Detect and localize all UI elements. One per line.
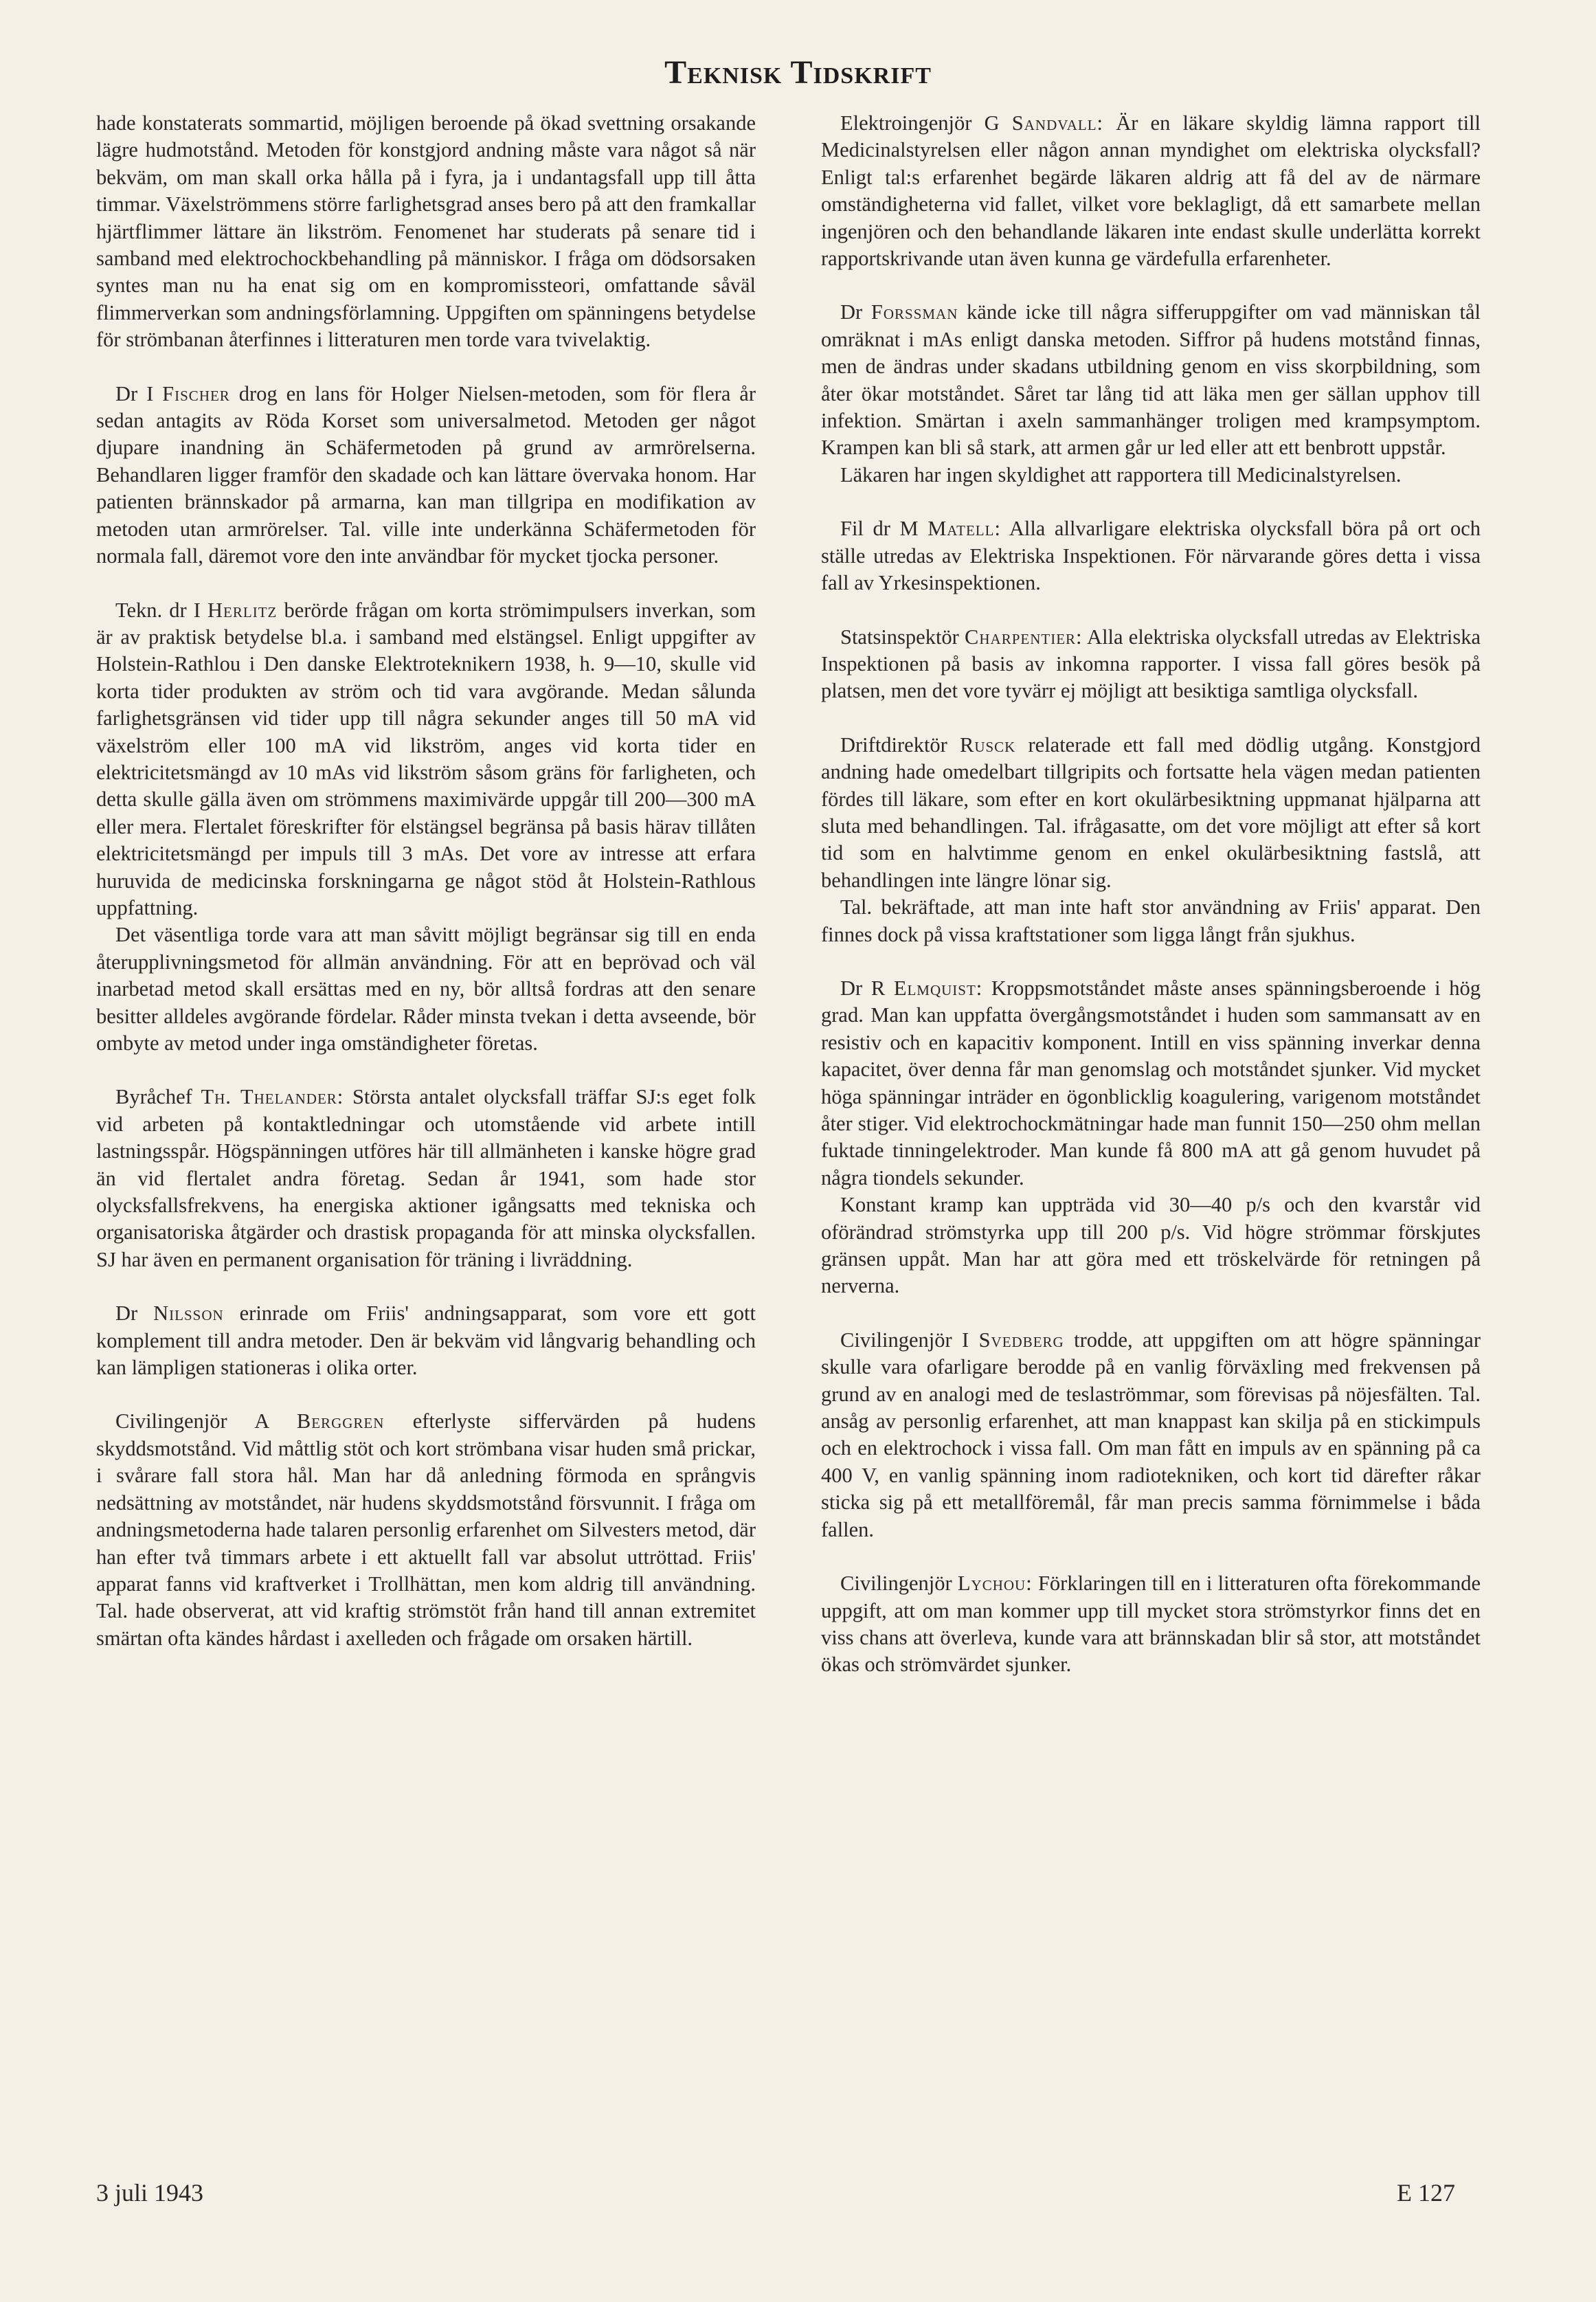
right-column: [821, 110, 1481, 1679]
paragraph-text: trodde, att uppgiften om att högre spänningar skulle vara ofarligare berodde på en vanlig förväxling med frekvensen på grund av en analogi med de teslaströmmar, som förevisas på nöjesfälten. Tal. ansåg av personlig erfarenhet, att man knappast kan skilja på en stickimpuls och en elektrochock i vissa fall. Om man fått en impuls av en spänning på ca 400 V, en vanlig spänning inom radiotekniken, och kort tid därefter råkar sticka sig på ett metallföremål, får man precis samma förnimmelse i båda fallen.: [821, 1328, 1481, 1541]
speaker-name: Th. Thelander:: [201, 1085, 344, 1109]
paragraph: hade konstaterats sommartid, möjligen beroende på ökad svettning orsakande lägre hudmotstånd. Metoden för konstgjord andning måste vara något så när bekväm, om man skall orka hålla på i fyra, ja i undantagsfall upp till åtta timmar. Växelströmmens större farlighetsgrad anses bero på att den framkallar hjärtflimmer lättare än likström. Fenomenet har studerats på senare tid i samband med elektrochockbehandling på människor. I fråga om dödsorsaken syntes man nu ha enat sig om en kompromissteori, omfattande såväl flimmerverkan som andningsförlamning. Uppgiften om spänningens betydelse för strömbanan återfinnes i litteraturen men torde vara tvivelaktig.: [96, 111, 756, 352]
paragraph: [96, 381, 756, 570]
speaker-name: Charpentier:: [965, 625, 1083, 649]
speaker-name: Elmquist:: [893, 976, 983, 1000]
paragraph: [821, 299, 1481, 461]
speaker-title: Civilingenjör A: [115, 1409, 297, 1433]
paragraph-text: efterlyste siffervärden på hudens skyddsmotstånd. Vid måttlig stöt och kort strömbana visar huden små prickar, i svårare fall stora hål. Man har då anledning förmoda en språngvis nedsättning av motståndet, när hudens skyddsmotstånd försvunnit. I fråga om andningsmetoderna hade talaren personlig erfarenhet om Silvesters metod, där han efter två timmars arbete i ett aktuellt fall var absolut uttröttad. Friis' apparat fanns vid kraftverket i Trollhättan, men kom aldrig till användning. Tal. hade observerat, att vid kraftig strömstöt från hand till annan extremitet smärtan ofta kändes hårdast i axelleden och frågade om orsaken härtill.: [96, 1409, 756, 1650]
paragraph: Läkaren har ingen skyldighet att rapportera till Medicinalstyrelsen.: [840, 462, 1402, 487]
speaker-name: Nilsson: [153, 1301, 224, 1326]
speaker-name: Svedberg: [978, 1328, 1064, 1352]
paragraph-text: Alla allvarligare elektriska olycksfall böra på ort och ställe utredas av Elektriska Inspektionen. För närvarande göres detta i vissa fall av Yrkesinspektionen.: [821, 517, 1481, 595]
journal-header: [0, 54, 1596, 91]
paragraph: [821, 1570, 1481, 1679]
speaker-title: Civilingenjör: [840, 1572, 958, 1596]
speaker-title: Dr I: [115, 381, 163, 405]
speaker-name: Matell:: [928, 517, 1001, 541]
issue-date: 3 juli 1943: [96, 2179, 204, 2206]
paragraph-text: kände icke till några sifferuppgifter om vad människan tål omräknat i mAs enligt danska metoden. Siffror på hudens motstånd finnas, men de ändras under skadans utbildning genom en viss skorpbildning, som åter ökar motståndet. Såret tar lång tid att läka men ger sällan upphov till infektion. Smärtan i axeln sammanhänger troligen med krampsymptom. Krampen kan bli så stark, att armen går ur led eller att ett benbrott uppstår.: [821, 300, 1481, 460]
paragraph: [96, 1408, 756, 1652]
paragraph-text: Kroppsmotståndet måste anses spänningsberoende i hög grad. Man kan uppfatta övergångsmotståndet i huden som sammansatt av en resistiv och en kapacitiv komponent. Intill en viss spänning inverkar denna kapacitet, över denna får man genomslag och motståndet sjunker. Vid mycket höga spänningar inträder en ögonblicklig koagulering, varigenom motståndet åter stiger. Vid elektrochockmätningar hade man funnit 150—250 ohm mellan fuktade tinningelektroder. Man kunde få 800 mA att gå genom huvudet på några tiondels sekunder.: [821, 976, 1481, 1189]
speaker-title: Tekn. dr I: [115, 598, 208, 622]
paragraph: [821, 732, 1481, 894]
paragraph-text: berörde frågan om korta strömimpulsers inverkan, som är av praktisk betydelse bl.a. i samband med elstängsel. Enligt uppgifter av Holstein-Rathlou i Den danske Elektroteknikern 1938, h. 9—10, skulle vid korta tider produkten av ström och tid vara avgörande. Medan sålunda farlighetsgränsen vid tider upp till några sekunder anges till 50 mA vid växelström eller 100 mA vid likström, anges vid korta tider en elektricitetsmängd av 10 mAs vid likström såsom gräns för farligheten, och detta skulle gälla även om strömmens maximivärde uppgår till 200—300 mA eller mera. Flertalet föreskrifter för elstängsel begränsa på basis härav tillåten elektricitetsmängd per impuls till 3 mAs. Det vore av intresse att erfara huruvida de medicinska forskningarna ge något stöd åt Holstein-Rathlous uppfattning.: [96, 598, 756, 919]
paragraph-text: erinrade om Friis' andningsapparat, som vore ett gott komplement till andra metoder. Den är bekväm vid långvarig behandling och kan lämpligen stationeras i olika orter.: [96, 1301, 756, 1380]
left-column: [96, 110, 756, 1652]
speaker-title: Byråchef: [115, 1085, 201, 1109]
speaker-name: Rusck: [959, 733, 1016, 757]
speaker-name: Fischer: [162, 381, 230, 405]
paragraph-text: drog en lans för Holger Nielsen-metoden, som för flera år sedan antagits av Röda Korset som universalmetod. Metoden ger något djupare inandning än Schäfermetoden på grund av armrörelserna. Behandlaren ligger framför den skadade och kan lättare övervaka honom. Har patienten brännskador på armarna, kan man tillgripa en modifikation av metoden utan armrörelser. Tal. ville inte underkänna Schäfermetoden för normala fall, däremot vore den inte användbar för mycket tjocka personer.: [96, 381, 756, 568]
speaker-title: Dr: [840, 300, 871, 324]
paragraph: [821, 110, 1481, 272]
paragraph-text: Är en läkare skyldig lämna rapport till Medicinalstyrelsen eller någon annan myndighet om elektriska olycksfall? Enligt tal:s erfarenhet begärde läkaren aldrig att få del av de närmare omständigheterna vid fallet, vilket vore beklagligt, då ett samarbete mellan ingenjören och den behandlande läkaren inte endast skulle underlätta korrekt rapportskrivande utan även kunna ge värdefulla erfarenheter.: [821, 111, 1481, 271]
paragraph-text: Förklaringen till en i litteraturen ofta förekommande uppgift, att om man kommer upp till mycket stora strömstyrkor finns det en viss chans att överleva, kunde vara att brännskadan blir så stor, att motståndet ökas och strömvärdet sjunker.: [821, 1572, 1481, 1677]
speaker-title: Elektroingenjör G: [840, 111, 1012, 135]
paragraph: [96, 1084, 756, 1273]
speaker-name: Lychou:: [957, 1572, 1033, 1596]
speaker-name: Herlitz: [207, 598, 278, 622]
speaker-name: Sandvall:: [1011, 111, 1104, 135]
speaker-title: Dr R: [840, 976, 894, 1000]
journal-title: Teknisk Tidskrift: [664, 54, 932, 91]
speaker-name: Berggren: [296, 1409, 385, 1433]
paragraph: [96, 1300, 756, 1381]
speaker-title: Statsinspektör: [840, 625, 965, 649]
speaker-title: Dr: [115, 1301, 154, 1326]
paragraph-text: Största antalet olycksfall träffar SJ:s eget folk vid arbeten på kontaktledningar och utomstående vid arbete intill lastningsspår. Högspänningen utföres här till allmänheten i kanske högre grad än vid flertalet andra företag. Sedan år 1941, som hade stor olycksfallsfrekvens, ha energiska aktioner igångsatts med tekniska och organisatoriska åtgärder och drastisk propaganda för att minska olycksfallen. SJ har även en permanent organisation för träning i livräddning.: [96, 1085, 756, 1271]
paragraph: Det väsentliga torde vara att man såvitt möjligt begränsar sig till en enda återupplivningsmetod för allmän användning. För att en beprövad och väl inarbetad metod skall ersättas med en ny, bör alltså fordras att den senare besitter alldeles avgörande fördelar. Råder minsta tvekan i detta avseende, bör ombyte av metod under inga omständigheter företas.: [96, 923, 756, 1055]
paragraph: [821, 1327, 1481, 1543]
page-number: E 127: [1397, 2179, 1455, 2206]
paragraph: [96, 597, 756, 922]
paragraph-text: relaterade ett fall med dödlig utgång. Konstgjord andning hade omedelbart tillgripits och fortsatte hela vägen medan patienten fördes till läkare, som efter en kort okulärbesiktning uppmanat hjälparna att sluta med behandlingen. Tal. ifrågasatte, om det vore möjligt att efter så kort tid som en halvtimme genom en enkel okulärbesiktning fastslå, att behandlingen inte längre lönar sig.: [821, 733, 1481, 892]
paragraph: [821, 515, 1481, 596]
paragraph: [821, 624, 1481, 705]
speaker-title: Civilingenjör I: [840, 1328, 979, 1352]
paragraph-text: Alla elektriska olycksfall utredas av Elektriska Inspektionen på basis av inkomna rapporter. I vissa fall göres besök på platsen, men det vore tyvärr ej möjligt att besiktiga samtliga olycksfall.: [821, 625, 1481, 703]
speaker-title: Fil dr M: [840, 517, 928, 541]
paragraph: Tal. bekräftade, att man inte haft stor användning av Friis' apparat. Den finnes dock på vissa kraftstationer som ligga långt från sjukhus.: [821, 895, 1481, 946]
speaker-name: Forssman: [870, 300, 958, 324]
paragraph: [821, 975, 1481, 1192]
paragraph: Konstant kramp kan uppträda vid 30—40 p/s och den kvarstår vid oförändrad strömstyrka upp till 200 p/s. Vid högre strömmar förskjutes gränsen uppåt. Man har att göra med ett tröskelvärde för retningen på nerverna.: [821, 1193, 1481, 1298]
speaker-title: Driftdirektör: [840, 733, 960, 757]
